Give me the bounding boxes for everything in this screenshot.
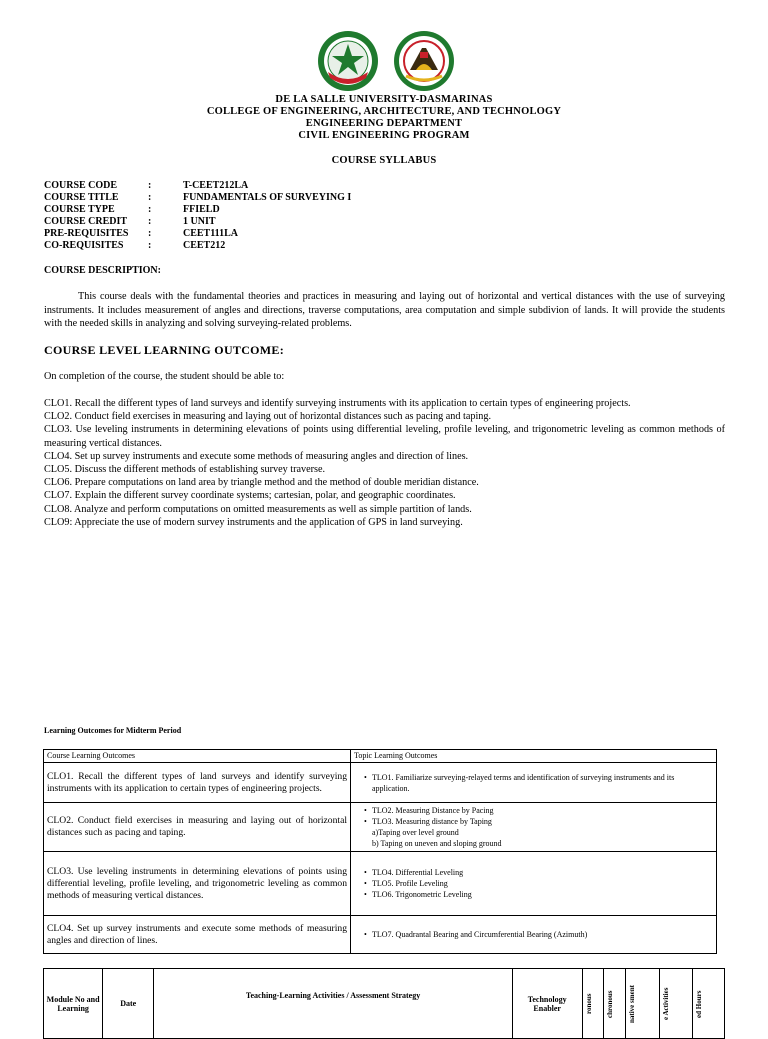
tlo-cell — [351, 763, 717, 803]
tlo-text: TLO2. Measuring Distance by Pacing — [372, 806, 494, 815]
list-item: CLO1. Recall the different types of land surveys and identify surveying instruments with its application to certain types of engineering projects. — [44, 398, 631, 409]
clo-cell: CLO3. Use leveling instruments in determining elevations of points using differential leveling, profile leveling, and trigonometric leveling as common methods of measuring vertical distances. — [44, 852, 351, 916]
table-header-row — [44, 969, 725, 1039]
tlo-cell — [351, 803, 717, 852]
college-name: COLLEGE OF ENGINEERING, ARCHITECTURE, AND TECHNOLOGY — [206, 106, 562, 117]
course-credit-sep: : — [148, 216, 152, 227]
list-item: CLO9: Appreciate the use of modern survey instruments and the application of GPS in land surveying. — [44, 516, 463, 528]
column-header: chronous — [604, 969, 626, 1039]
column-header: e Activities — [660, 969, 692, 1039]
column-header: Teaching-Learning Activities / Assessment Strategy — [154, 969, 513, 1039]
tlo-subitem: b) Taping on uneven and sloping ground — [372, 839, 502, 848]
list-item — [364, 929, 713, 940]
clo-cell: CLO4. Set up survey instruments and execute some methods of measuring angles and direction of lines. — [44, 916, 351, 954]
course-title-label: COURSE TITLE — [44, 192, 119, 203]
module-table — [43, 968, 725, 1039]
course-code-sep: : — [148, 180, 152, 191]
list-item: CLO5. Discuss the different methods of establishing survey traverse. — [44, 464, 326, 476]
course-credit-value: 1 UNIT — [183, 216, 216, 227]
corequisites-value: CEET212 — [183, 240, 226, 251]
tlo-text: TLO7. Quadrantal Bearing and Circumferential Bearing (Azimuth) — [372, 930, 588, 939]
course-credit-label: COURSE CREDIT — [44, 216, 128, 227]
list-item — [364, 805, 713, 816]
list-item: CLO7. Explain the different survey coordinate systems; cartesian, polar, and geographic coordinates. — [44, 490, 456, 502]
description-body: This course deals with the fundamental theories and practices in measuring and laying out of horizontal and vertical distances with the use of surveying instruments. It includes measurement of angles and directions, traverse computations, area computation and simple subdivion of lands. It will provide the students with the needed skills in analyzing and solving surveying-related problems. — [44, 291, 725, 329]
midterm-heading: Learning Outcomes for Midterm Period — [44, 726, 182, 735]
prerequisites-sep: : — [148, 228, 152, 239]
list-item: CLO4. Set up survey instruments and execute some methods of measuring angles and direction of lines. — [44, 450, 469, 462]
bullet-icon: • — [364, 930, 367, 939]
university-name: DE LA SALLE UNIVERSITY-DASMARINAS — [275, 94, 493, 105]
course-title-value: FUNDAMENTALS OF SURVEYING I — [183, 192, 352, 203]
column-header: Course Learning Outcomes — [44, 750, 351, 763]
table-row — [44, 803, 717, 852]
tlo-text: TLO1. Familiarize surveying-relayed terms and identification of surveying instruments and its application. — [372, 772, 675, 793]
table-header-row — [44, 750, 717, 763]
list-item: CLO6. Prepare computations on land area by triangle method and the method of double meridian distance. — [44, 477, 479, 489]
outcomes-intro: On completion of the course, the student should be able to: — [44, 371, 285, 382]
course-code-value: T-CEET212LA — [183, 180, 249, 191]
column-header: ronous — [582, 969, 604, 1039]
document-title: COURSE SYLLABUS — [331, 155, 437, 166]
column-header: Date — [103, 969, 154, 1039]
clo-cell: CLO1. Recall the different types of land surveys and identify surveying instruments with its application to certain types of engineering projects. — [44, 763, 351, 803]
column-header: Module No and Learning — [44, 969, 103, 1039]
list-item — [364, 772, 713, 794]
tlo-text: TLO4. Differential Leveling — [372, 868, 464, 877]
tlo-text: TLO3. Measuring distance by Taping — [372, 817, 492, 826]
corequisites-sep: : — [148, 240, 152, 251]
column-header: Topic Learning Outcomes — [351, 750, 717, 763]
column-header: ed Hours — [692, 969, 724, 1039]
bullet-icon: • — [364, 817, 367, 826]
bullet-icon: • — [364, 772, 367, 782]
bullet-icon: • — [364, 868, 367, 877]
tlo-cell — [351, 852, 717, 916]
column-header: Technology Enabler — [512, 969, 582, 1039]
table-row — [44, 916, 717, 954]
tlo-cell — [351, 916, 717, 954]
clo-cell: CLO2. Conduct field exercises in measuring and laying out of horizontal distances such as pacing and taping. — [44, 803, 351, 852]
bullet-icon: • — [364, 879, 367, 888]
outcomes-heading: COURSE LEVEL LEARNING OUTCOME: — [44, 343, 285, 357]
header-logos — [0, 30, 768, 92]
college-seal-icon — [392, 30, 456, 92]
list-item — [364, 878, 713, 889]
table-row — [44, 852, 717, 916]
tlo-subitem: a)Taping over level ground — [372, 828, 459, 837]
course-type-value: FFIELD — [183, 204, 220, 215]
program-name: CIVIL ENGINEERING PROGRAM — [298, 130, 470, 141]
corequisites-label: CO-REQUISITES — [44, 240, 124, 251]
course-type-label: COURSE TYPE — [44, 204, 115, 215]
course-code-label: COURSE CODE — [44, 180, 118, 191]
list-item — [364, 816, 713, 827]
description-text — [44, 290, 725, 331]
tlo-text: TLO5. Profile Leveling — [372, 879, 448, 888]
column-header: native sment — [626, 969, 660, 1039]
bullet-icon: • — [364, 890, 367, 899]
list-item — [364, 867, 713, 878]
outcomes-list — [44, 397, 725, 529]
department-name: ENGINEERING DEPARTMENT — [305, 118, 463, 129]
prerequisites-label: PRE-REQUISITES — [44, 228, 129, 239]
course-type-sep: : — [148, 204, 152, 215]
list-item: CLO8. Analyze and perform computations on omitted measurements as well as simple partition of lands. — [44, 503, 472, 515]
list-item — [364, 889, 713, 900]
tlo-text: TLO6. Trigonometric Leveling — [372, 890, 472, 899]
list-item: CLO2. Conduct field exercises in measuring and laying out of horizontal distances such as pacing and taping. — [44, 411, 492, 423]
course-title-sep: : — [148, 192, 152, 203]
list-item: CLO3. Use leveling instruments in determining elevations of points using differential leveling, profile leveling, and trigonometric leveling as common methods of measuring vertical distances. — [44, 424, 725, 449]
description-heading: COURSE DESCRIPTION: — [44, 265, 161, 276]
prerequisites-value: CEET111LA — [183, 228, 239, 239]
table-row — [44, 763, 717, 803]
bullet-icon: • — [364, 806, 367, 815]
midterm-outcomes-table — [43, 749, 717, 954]
university-seal-icon — [316, 30, 380, 92]
